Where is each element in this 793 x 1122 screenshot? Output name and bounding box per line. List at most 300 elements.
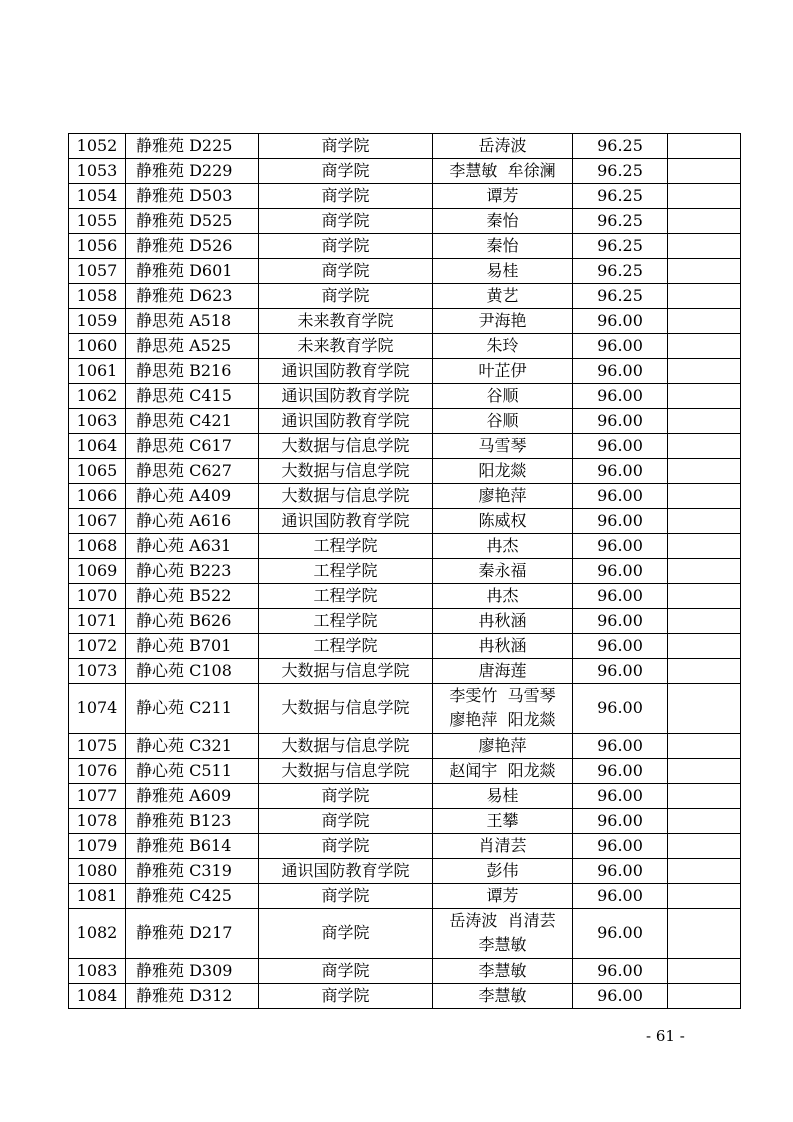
remark-cell — [668, 733, 741, 758]
remark-cell — [668, 858, 741, 883]
dormitory-score-table — [68, 133, 741, 1009]
names-cell — [433, 883, 573, 908]
names-cell — [433, 783, 573, 808]
remark-cell — [668, 684, 741, 734]
names-group — [478, 509, 526, 533]
names-cell — [433, 159, 573, 184]
score-cell: 96.25 — [573, 234, 668, 259]
names-cell — [433, 659, 573, 684]
score-cell: 96.00 — [573, 584, 668, 609]
names-group — [486, 884, 518, 908]
table-row — [69, 434, 741, 459]
room-cell: 静心苑 B626 — [126, 609, 259, 634]
row-number-cell: 1076 — [69, 758, 126, 783]
name-line: 易桂 — [486, 261, 519, 280]
score-cell: 96.00 — [573, 409, 668, 434]
names-group — [486, 584, 518, 608]
room-cell: 静雅苑 D503 — [126, 184, 259, 209]
table-row — [69, 534, 741, 559]
table-row — [69, 409, 741, 434]
name-line: 岳涛波 肖清芸 — [449, 911, 556, 931]
room-cell: 静心苑 A631 — [126, 534, 259, 559]
score-cell: 96.00 — [573, 509, 668, 534]
name-line: 李慧敏 — [478, 960, 527, 980]
score-cell: 96.00 — [573, 684, 668, 734]
names-group — [449, 909, 555, 957]
names-cell — [433, 733, 573, 758]
row-number-cell: 1080 — [69, 858, 126, 883]
room-cell: 静心苑 C108 — [126, 659, 259, 684]
table-row — [69, 758, 741, 783]
remark-cell — [668, 234, 741, 259]
room-cell: 静雅苑 D623 — [126, 284, 259, 309]
college-cell: 未来教育学院 — [259, 309, 433, 334]
names-cell — [433, 584, 573, 609]
names-group — [478, 734, 526, 758]
score-cell: 96.00 — [573, 559, 668, 584]
name-line: 朱玲 — [486, 336, 519, 355]
row-number-cell: 1074 — [69, 684, 126, 734]
room-cell: 静思苑 C415 — [126, 384, 259, 409]
table-row — [69, 159, 741, 184]
college-cell: 商学院 — [259, 908, 433, 958]
college-cell: 商学院 — [259, 259, 433, 284]
row-number-cell: 1063 — [69, 409, 126, 434]
names-cell — [433, 459, 573, 484]
row-number-cell: 1075 — [69, 733, 126, 758]
row-number-cell: 1065 — [69, 459, 126, 484]
name-line: 马雪琴 — [478, 436, 527, 455]
room-cell: 静思苑 A525 — [126, 334, 259, 359]
names-cell — [433, 509, 573, 534]
table-row — [69, 309, 741, 334]
score-cell: 96.00 — [573, 459, 668, 484]
names-group — [478, 484, 526, 508]
room-cell: 静心苑 C211 — [126, 684, 259, 734]
college-cell: 商学院 — [259, 234, 433, 259]
name-line: 谷顺 — [486, 411, 519, 430]
remark-cell — [668, 908, 741, 958]
table-row — [69, 384, 741, 409]
table-row — [69, 659, 741, 684]
row-number-cell: 1068 — [69, 534, 126, 559]
table-row — [69, 808, 741, 833]
names-group — [478, 659, 526, 683]
name-line: 廖艳萍 — [478, 735, 527, 755]
remark-cell — [668, 883, 741, 908]
remark-cell — [668, 584, 741, 609]
score-cell: 96.25 — [573, 184, 668, 209]
name-line: 黄艺 — [486, 286, 519, 305]
row-number-cell: 1052 — [69, 134, 126, 159]
names-group — [449, 159, 555, 183]
college-cell: 工程学院 — [259, 634, 433, 659]
names-cell — [433, 184, 573, 209]
room-cell: 静雅苑 B123 — [126, 808, 259, 833]
name-line: 李慧敏 牟徐澜 — [449, 161, 556, 180]
name-line: 谷顺 — [486, 386, 519, 405]
remark-cell — [668, 184, 741, 209]
page-number: - 61 - — [646, 1027, 685, 1045]
score-cell: 96.00 — [573, 883, 668, 908]
row-number-cell: 1072 — [69, 634, 126, 659]
room-cell: 静心苑 B522 — [126, 584, 259, 609]
table-row — [69, 634, 741, 659]
row-number-cell: 1081 — [69, 883, 126, 908]
room-cell: 静心苑 B701 — [126, 634, 259, 659]
table-row — [69, 234, 741, 259]
names-cell — [433, 384, 573, 409]
name-line: 肖清芸 — [478, 835, 527, 855]
remark-cell — [668, 309, 741, 334]
room-cell: 静雅苑 B614 — [126, 833, 259, 858]
table-row — [69, 983, 741, 1008]
row-number-cell: 1053 — [69, 159, 126, 184]
table-row — [69, 883, 741, 908]
name-line: 王攀 — [486, 810, 519, 830]
row-number-cell: 1079 — [69, 833, 126, 858]
college-cell: 商学院 — [259, 958, 433, 983]
score-cell: 96.00 — [573, 384, 668, 409]
names-group — [478, 559, 526, 583]
row-number-cell: 1083 — [69, 958, 126, 983]
row-number-cell: 1082 — [69, 908, 126, 958]
name-line: 易桂 — [486, 785, 519, 805]
table-row — [69, 134, 741, 159]
names-cell — [433, 434, 573, 459]
names-cell — [433, 808, 573, 833]
room-cell: 静雅苑 D601 — [126, 259, 259, 284]
table-row — [69, 783, 741, 808]
college-cell: 大数据与信息学院 — [259, 459, 433, 484]
college-cell: 商学院 — [259, 983, 433, 1008]
names-cell — [433, 284, 573, 309]
name-line: 赵闻宇 阳龙燚 — [449, 760, 556, 780]
name-line: 岳涛波 — [478, 136, 527, 155]
room-cell: 静心苑 A409 — [126, 484, 259, 509]
names-group — [486, 234, 518, 258]
remark-cell — [668, 783, 741, 808]
remark-cell — [668, 609, 741, 634]
names-cell — [433, 209, 573, 234]
score-cell: 96.00 — [573, 783, 668, 808]
name-line: 尹海艳 — [478, 311, 527, 330]
row-number-cell: 1077 — [69, 783, 126, 808]
remark-cell — [668, 958, 741, 983]
room-cell: 静雅苑 C425 — [126, 883, 259, 908]
names-cell — [433, 309, 573, 334]
score-cell: 96.00 — [573, 484, 668, 509]
room-cell: 静雅苑 D217 — [126, 908, 259, 958]
room-cell: 静雅苑 D312 — [126, 983, 259, 1008]
college-cell: 工程学院 — [259, 584, 433, 609]
names-group — [486, 334, 518, 358]
room-cell: 静心苑 C321 — [126, 733, 259, 758]
row-number-cell: 1078 — [69, 808, 126, 833]
name-line: 李慧敏 — [478, 935, 527, 955]
table-row — [69, 908, 741, 958]
name-line: 谭芳 — [486, 186, 519, 205]
college-cell: 商学院 — [259, 284, 433, 309]
name-line: 叶芷伊 — [478, 361, 527, 380]
college-cell: 通识国防教育学院 — [259, 359, 433, 384]
remark-cell — [668, 509, 741, 534]
names-group — [449, 759, 555, 783]
names-group — [478, 459, 526, 483]
row-number-cell: 1057 — [69, 259, 126, 284]
score-cell: 96.00 — [573, 733, 668, 758]
college-cell: 工程学院 — [259, 559, 433, 584]
room-cell: 静雅苑 C319 — [126, 858, 259, 883]
score-cell: 96.00 — [573, 609, 668, 634]
row-number-cell: 1055 — [69, 209, 126, 234]
college-cell: 大数据与信息学院 — [259, 758, 433, 783]
score-cell: 96.25 — [573, 134, 668, 159]
row-number-cell: 1059 — [69, 309, 126, 334]
row-number-cell: 1064 — [69, 434, 126, 459]
name-line: 廖艳萍 — [478, 486, 527, 505]
table-row — [69, 359, 741, 384]
remark-cell — [668, 359, 741, 384]
table-row — [69, 509, 741, 534]
row-number-cell: 1058 — [69, 284, 126, 309]
names-group — [486, 184, 518, 208]
remark-cell — [668, 758, 741, 783]
remark-cell — [668, 484, 741, 509]
name-line: 陈威权 — [478, 511, 527, 530]
table-row — [69, 833, 741, 858]
room-cell: 静心苑 A616 — [126, 509, 259, 534]
table-row — [69, 459, 741, 484]
college-cell: 大数据与信息学院 — [259, 434, 433, 459]
room-cell: 静心苑 B223 — [126, 559, 259, 584]
name-line: 阳龙燚 — [478, 461, 527, 480]
remark-cell — [668, 284, 741, 309]
names-group — [478, 359, 526, 383]
room-cell: 静思苑 B216 — [126, 359, 259, 384]
table-row — [69, 858, 741, 883]
remark-cell — [668, 384, 741, 409]
name-line: 李慧敏 — [478, 985, 527, 1005]
score-cell: 96.00 — [573, 758, 668, 783]
name-line: 秦怡 — [486, 211, 519, 230]
names-group — [478, 134, 526, 158]
name-line: 李雯竹 马雪琴 — [449, 686, 556, 706]
room-cell: 静雅苑 A609 — [126, 783, 259, 808]
name-line: 彭伟 — [486, 860, 519, 880]
room-cell: 静心苑 C511 — [126, 758, 259, 783]
names-cell — [433, 334, 573, 359]
remark-cell — [668, 983, 741, 1008]
table-row — [69, 259, 741, 284]
score-cell: 96.00 — [573, 534, 668, 559]
names-cell — [433, 259, 573, 284]
name-line: 秦永福 — [478, 561, 527, 580]
name-line: 冉秋涵 — [478, 611, 527, 630]
name-line: 冉杰 — [486, 586, 519, 605]
names-group — [486, 384, 518, 408]
remark-cell — [668, 634, 741, 659]
remark-cell — [668, 459, 741, 484]
names-cell — [433, 134, 573, 159]
names-cell — [433, 908, 573, 958]
table-body — [69, 134, 741, 1009]
name-line: 冉秋涵 — [478, 636, 527, 655]
names-cell — [433, 858, 573, 883]
names-group — [486, 534, 518, 558]
remark-cell — [668, 209, 741, 234]
college-cell: 商学院 — [259, 808, 433, 833]
score-cell: 96.25 — [573, 209, 668, 234]
remark-cell — [668, 409, 741, 434]
score-cell: 96.00 — [573, 983, 668, 1008]
remark-cell — [668, 434, 741, 459]
score-cell: 96.00 — [573, 359, 668, 384]
names-cell — [433, 634, 573, 659]
room-cell: 静雅苑 D309 — [126, 958, 259, 983]
table-row — [69, 209, 741, 234]
names-group — [486, 209, 518, 233]
row-number-cell: 1056 — [69, 234, 126, 259]
score-cell: 96.25 — [573, 284, 668, 309]
row-number-cell: 1069 — [69, 559, 126, 584]
names-group — [478, 984, 526, 1008]
names-group — [486, 284, 518, 308]
row-number-cell: 1073 — [69, 659, 126, 684]
table-row — [69, 184, 741, 209]
college-cell: 大数据与信息学院 — [259, 659, 433, 684]
remark-cell — [668, 808, 741, 833]
score-cell: 96.00 — [573, 908, 668, 958]
score-cell: 96.25 — [573, 259, 668, 284]
college-cell: 通识国防教育学院 — [259, 384, 433, 409]
names-group — [478, 959, 526, 983]
names-group — [478, 634, 526, 658]
row-number-cell: 1054 — [69, 184, 126, 209]
names-group — [486, 259, 518, 283]
room-cell: 静思苑 C627 — [126, 459, 259, 484]
college-cell: 商学院 — [259, 783, 433, 808]
college-cell: 大数据与信息学院 — [259, 684, 433, 734]
score-cell: 96.00 — [573, 958, 668, 983]
row-number-cell: 1070 — [69, 584, 126, 609]
names-cell — [433, 609, 573, 634]
names-group — [478, 609, 526, 633]
score-cell: 96.00 — [573, 858, 668, 883]
table-row — [69, 609, 741, 634]
college-cell: 通识国防教育学院 — [259, 509, 433, 534]
row-number-cell: 1071 — [69, 609, 126, 634]
remark-cell — [668, 259, 741, 284]
names-group — [486, 859, 518, 883]
names-group — [486, 809, 518, 833]
college-cell: 工程学院 — [259, 534, 433, 559]
names-cell — [433, 758, 573, 783]
remark-cell — [668, 334, 741, 359]
names-group — [478, 309, 526, 333]
names-cell — [433, 958, 573, 983]
college-cell: 工程学院 — [259, 609, 433, 634]
names-cell — [433, 559, 573, 584]
names-group — [486, 784, 518, 808]
score-cell: 96.00 — [573, 659, 668, 684]
score-cell: 96.00 — [573, 808, 668, 833]
college-cell: 通识国防教育学院 — [259, 858, 433, 883]
college-cell: 通识国防教育学院 — [259, 409, 433, 434]
row-number-cell: 1067 — [69, 509, 126, 534]
remark-cell — [668, 534, 741, 559]
names-cell — [433, 409, 573, 434]
remark-cell — [668, 659, 741, 684]
table-row — [69, 584, 741, 609]
room-cell: 静思苑 C617 — [126, 434, 259, 459]
score-cell: 96.00 — [573, 634, 668, 659]
college-cell: 商学院 — [259, 209, 433, 234]
row-number-cell: 1062 — [69, 384, 126, 409]
college-cell: 大数据与信息学院 — [259, 733, 433, 758]
names-group — [478, 834, 526, 858]
college-cell: 商学院 — [259, 159, 433, 184]
table-row — [69, 733, 741, 758]
row-number-cell: 1066 — [69, 484, 126, 509]
room-cell: 静雅苑 D225 — [126, 134, 259, 159]
name-line: 唐海莲 — [478, 661, 527, 680]
names-group — [486, 409, 518, 433]
name-line: 秦怡 — [486, 236, 519, 255]
room-cell: 静思苑 C421 — [126, 409, 259, 434]
score-cell: 96.00 — [573, 309, 668, 334]
names-cell — [433, 684, 573, 734]
row-number-cell: 1061 — [69, 359, 126, 384]
score-cell: 96.00 — [573, 334, 668, 359]
remark-cell — [668, 833, 741, 858]
name-line: 冉杰 — [486, 536, 519, 555]
names-cell — [433, 484, 573, 509]
college-cell: 商学院 — [259, 833, 433, 858]
room-cell: 静雅苑 D526 — [126, 234, 259, 259]
names-cell — [433, 359, 573, 384]
row-number-cell: 1084 — [69, 983, 126, 1008]
names-cell — [433, 534, 573, 559]
names-group — [449, 684, 555, 732]
table-row — [69, 484, 741, 509]
score-cell: 96.25 — [573, 159, 668, 184]
remark-cell — [668, 159, 741, 184]
name-line: 谭芳 — [486, 885, 519, 905]
table-row — [69, 958, 741, 983]
table-row — [69, 559, 741, 584]
names-cell — [433, 234, 573, 259]
room-cell: 静思苑 A518 — [126, 309, 259, 334]
room-cell: 静雅苑 D525 — [126, 209, 259, 234]
college-cell: 大数据与信息学院 — [259, 484, 433, 509]
remark-cell — [668, 134, 741, 159]
table-row — [69, 284, 741, 309]
table-row — [69, 684, 741, 734]
names-cell — [433, 983, 573, 1008]
table-row — [69, 334, 741, 359]
college-cell: 商学院 — [259, 883, 433, 908]
score-cell: 96.00 — [573, 434, 668, 459]
remark-cell — [668, 559, 741, 584]
college-cell: 商学院 — [259, 184, 433, 209]
room-cell: 静雅苑 D229 — [126, 159, 259, 184]
names-cell — [433, 833, 573, 858]
score-cell: 96.00 — [573, 833, 668, 858]
college-cell: 商学院 — [259, 134, 433, 159]
college-cell: 未来教育学院 — [259, 334, 433, 359]
names-group — [478, 434, 526, 458]
